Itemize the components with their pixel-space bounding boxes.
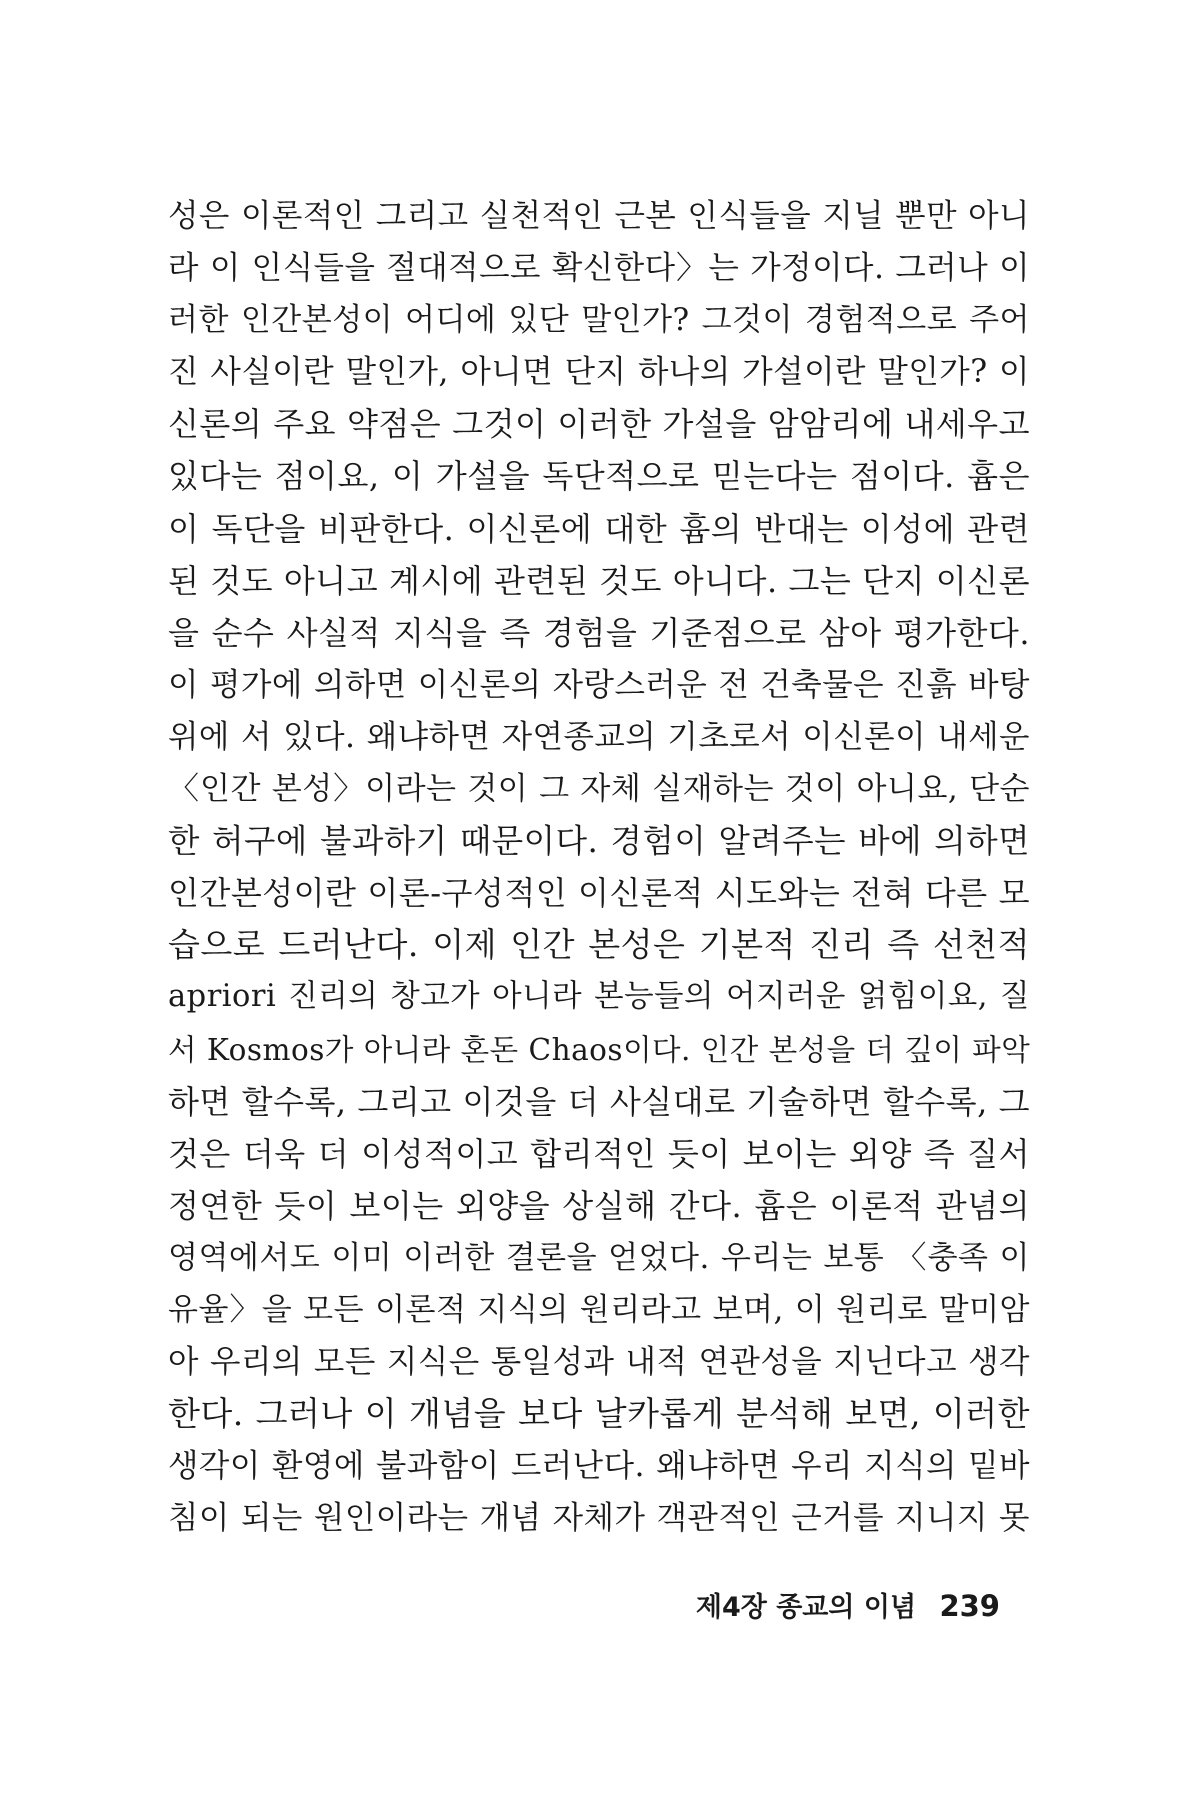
text-line: 라 이 인식들을 절대적으로 확신한다〉는 가정이다. 그러나 이 [168,250,1030,287]
text-line: 침이 되는 원인이라는 개념 자체가 객관적인 근거를 지니지 못 [168,1500,1030,1537]
text-line: 하면 할수록, 그리고 이것을 더 사실대로 기술하면 할수록, 그 [168,1082,1030,1121]
page-number: 239 [939,1589,1000,1623]
text-line: 서 Kosmos가 아니라 혼돈 Chaos이다. 인간 본성을 더 깊이 파악 [168,1032,1031,1067]
text-line: 것은 더욱 더 이성적이고 합리적인 듯이 보이는 외양 즉 질서 [168,1134,1030,1173]
text-line: 습으로 드러난다. 이제 인간 본성은 기본적 진리 즉 선천적 [168,925,1030,965]
text-line: 러한 인간본성이 어디에 있단 말인가? 그것이 경험적으로 주어 [168,302,1030,339]
text-line: 위에 서 있다. 왜냐하면 자연종교의 기초로서 이신론이 내세운 [168,718,1030,755]
chapter-title: 제4장 종교의 이념 [695,1592,917,1623]
text-line: 영역에서도 이미 이러한 결론을 얻었다. 우리는 보통 〈충족 이 [168,1239,1030,1276]
body-text [168,190,1030,1544]
text-line: 아 우리의 모든 지식은 통일성과 내적 연관성을 지닌다고 생각 [168,1344,1030,1381]
text-line: 정연한 듯이 보이는 외양을 상실해 간다. 흄은 이론적 관념의 [168,1186,1030,1225]
text-line: 진 사실이란 말인가, 아니면 단지 하나의 가설이란 말인가? 이 [168,354,1030,391]
running-footer [696,1585,1000,1624]
text-line: 한 허구에 불과하기 때문이다. 경험이 알려주는 바에 의하면 [168,822,1030,861]
text-line: 있다는 점이요, 이 가설을 독단적으로 믿는다는 점이다. 흄은 [168,457,1030,496]
text-line: 생각이 환영에 불과함이 드러난다. 왜냐하면 우리 지식의 밑바 [168,1448,1030,1485]
text-line: 성은 이론적인 그리고 실천적인 근본 인식들을 지닐 뿐만 아니 [168,198,1030,234]
text-line: 이 독단을 비판한다. 이신론에 대한 흄의 반대는 이성에 관련 [168,509,1030,548]
text-line: 된 것도 아니고 계시에 관련된 것도 아니다. 그는 단지 이신론 [168,561,1030,600]
text-line: 신론의 주요 약점은 그것이 이러한 가설을 암암리에 내세우고 [168,405,1030,444]
text-line: 한다. 그러나 이 개념을 보다 날카롭게 분석해 보면, 이러한 [168,1394,1030,1434]
text-line: 인간본성이란 이론-구성적인 이신론적 시도와는 전혀 다른 모 [168,874,1030,913]
text-line: 이 평가에 의하면 이신론의 자랑스러운 전 건축물은 진흙 바탕 [168,666,1030,703]
text-line: apriori 진리의 창고가 아니라 본능들의 어지러운 얽힘이요, 질 [168,979,1030,1015]
text-line: 〈인간 본성〉이라는 것이 그 자체 실재하는 것이 아니요, 단순 [168,771,1030,808]
text-line: 유율〉을 모든 이론적 지식의 원리라고 보며, 이 원리로 말미암 [168,1291,1030,1328]
text-line: 을 순수 사실적 지식을 즉 경험을 기준점으로 삼아 평가한다. [168,613,1030,652]
